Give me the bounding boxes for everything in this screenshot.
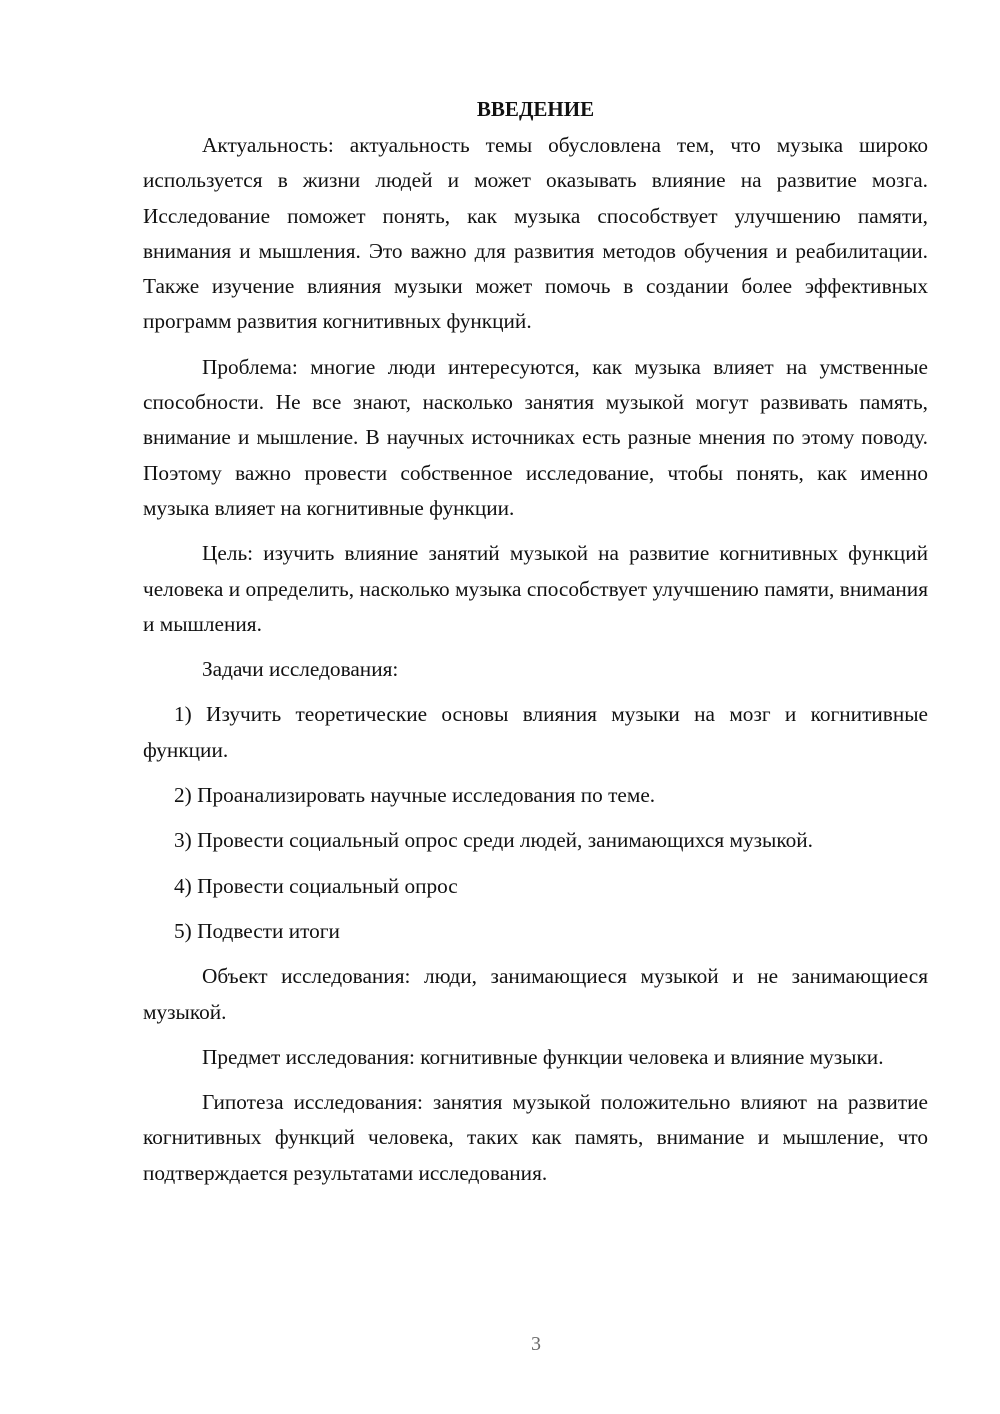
tasks-list xyxy=(143,697,928,949)
tasks-heading: Задачи исследования: xyxy=(202,657,399,682)
paragraph-problem: Проблема: многие люди интересуются, как музыка влияет на умственные способности. Не все знают, насколько занятия музыкой могут развивать память, внимание и мышление. В научных источниках есть разные мнения по этому поводу. Поэтому важно провести собственное исследование, чтобы понять, как именно музыка влияет на когнитивные функции. xyxy=(143,354,928,520)
paragraph-subject: Предмет исследования: когнитивные функции человека и влияние музыки. xyxy=(202,1044,884,1069)
paragraph-goal: Цель: изучить влияние занятий музыкой на развитие когнитивных функций человека и определить, насколько музыка способствует улучшению памяти, внимания и мышления. xyxy=(143,541,928,636)
task-item-1: 1) Изучить теоретические основы влияния музыки на мозг и когнитивные функции. xyxy=(143,702,928,762)
paragraph-object: Объект исследования: люди, занимающиеся музыкой и не занимающиеся музыкой. xyxy=(143,964,928,1024)
page-number: 3 xyxy=(531,1333,541,1355)
document-page xyxy=(143,92,928,1201)
task-item-5: 5) Подвести итоги xyxy=(174,918,340,943)
section-title: ВВЕДЕНИЕ xyxy=(476,97,595,121)
task-item-4: 4) Провести социальный опрос xyxy=(174,873,458,898)
paragraph-relevance: Актуальность: актуальность темы обусловлена тем, что музыка широко используется в жизни людей и может оказывать влияние на развитие мозга. Исследование поможет понять, как музыка способствует улучшению памяти, внимания и мышления. Это важно для развития методов обучения и реабилитации. Также изучение влияния музыки может помочь в создании более эффективных программ развития когнитивных функций. xyxy=(143,133,928,334)
task-item-2: 2) Проанализировать научные исследования по теме. xyxy=(174,783,656,808)
task-item-3: 3) Провести социальный опрос среди людей, занимающихся музыкой. xyxy=(174,828,813,853)
paragraph-hypothesis: Гипотеза исследования: занятия музыкой положительно влияют на развитие когнитивных функций человека, таких как память, внимание и мышление, что подтверждается результатами исследования. xyxy=(143,1090,928,1185)
